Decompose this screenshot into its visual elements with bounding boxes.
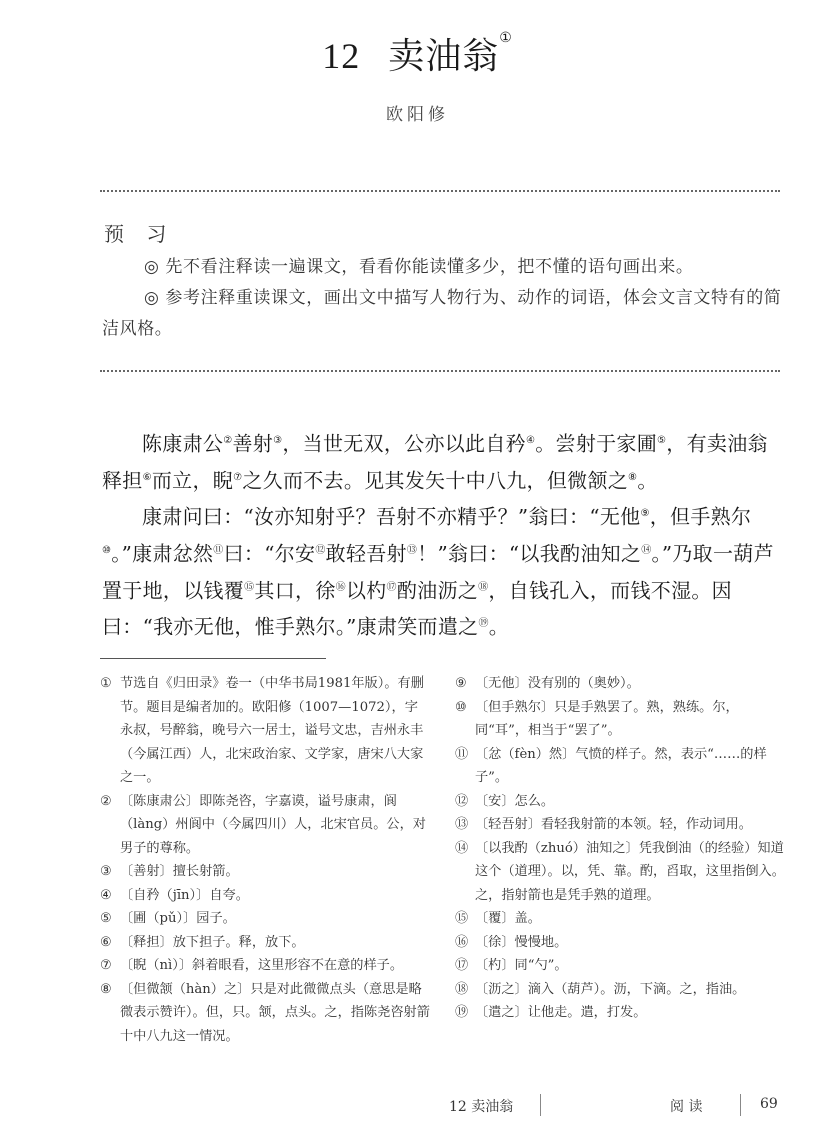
- footnote-number: ⑱: [455, 981, 469, 997]
- divider-bottom: [100, 370, 780, 372]
- footnote: [455, 907, 785, 931]
- footnote-number: ⑭: [455, 840, 469, 856]
- footnote-text: 〔安〕怎么。: [475, 793, 555, 809]
- footnote: [455, 696, 785, 743]
- footnote: [100, 790, 430, 861]
- footer-divider: [740, 1094, 741, 1116]
- passage-text: 陈康肃公: [142, 431, 224, 456]
- footer-section: 阅 读: [670, 1099, 703, 1115]
- passage-text: ，有卖油翁释担: [102, 431, 768, 493]
- passage-text: 。: [488, 614, 510, 639]
- footnote-text: 〔遣之〕让他走。遣，打发。: [475, 1005, 647, 1020]
- footnote: [100, 954, 430, 978]
- footnote-text: 〔杓〕同“勺”。: [475, 958, 568, 973]
- footnote-marker: ⑯: [335, 581, 346, 593]
- passage-text: 以杓: [345, 578, 387, 603]
- preview-heading: 预 习: [104, 222, 175, 246]
- passage-text: 康肃问曰：“汝亦知射乎？吾射不亦精乎？”翁曰：“无他: [142, 504, 641, 529]
- author: 欧阳修: [386, 105, 449, 125]
- footnote-marker: ⑪: [213, 544, 224, 556]
- footnote-text: 〔轻吾射〕看轻我射箭的本领。轻，作动词用。: [475, 817, 752, 832]
- footnote-marker: ⑱: [478, 581, 489, 593]
- footnote-marker: ③: [273, 435, 283, 446]
- footnote-text: 〔自矜（jīn）〕自夸。: [120, 887, 249, 903]
- passage-text: 而立，睨: [151, 468, 234, 493]
- lesson-title-text: 卖油翁: [388, 36, 500, 77]
- passage-text: 之久而不去。见其发矢十中八九，但微颔之: [242, 468, 629, 493]
- passage: [102, 424, 782, 644]
- footnote-number: ⑫: [455, 793, 469, 809]
- footnote-marker: ⑰: [386, 581, 397, 593]
- passage-text: 。”康肃忿然: [111, 541, 214, 566]
- footnote-number: ①: [100, 676, 112, 691]
- page-number: 69: [760, 1096, 778, 1112]
- footnote: [100, 931, 430, 955]
- footnote-number: ⑪: [455, 746, 469, 762]
- passage-text: 。尝射于家圃: [535, 431, 658, 456]
- passage-text: 曰：“尔安: [223, 541, 316, 566]
- footnote-number: ②: [100, 793, 112, 809]
- footnote-text: 节选自《归田录》卷一（中华书局1981年版）。有删节。题目是编者加的。欧阳修（1007—1072），字永叔，号醉翁，晚号六一居士，谥号文忠，吉州永丰（今属江西）人，北宋政治家、文学家，唐宋八大家之一。: [120, 676, 424, 785]
- passage-text: 其口，徐: [254, 578, 336, 603]
- footnote-marker: ⑩: [102, 544, 112, 556]
- footnote-rule: [100, 658, 326, 659]
- footnote-text: 〔睨（nì）〕斜着眼看，这里形容不在意的样子。: [120, 958, 404, 973]
- footnote: [455, 672, 785, 696]
- footnote-number: ⑬: [455, 817, 469, 832]
- footnote-marker: ④: [525, 435, 536, 446]
- footnote-marker: ⑨: [640, 508, 650, 520]
- footnote-marker: ⑤: [657, 435, 667, 446]
- footnote-text: 〔圃（pǔ）〕园子。: [120, 911, 236, 926]
- footnote-number: ④: [100, 887, 112, 903]
- footnotes-left: [100, 672, 430, 1048]
- footer-divider: [540, 1094, 541, 1116]
- footnote-marker: ⑫: [315, 544, 326, 556]
- preview-section: [102, 252, 782, 345]
- footnote-text: 〔但手熟尔〕只是手熟罢了。熟，熟练。尔，同“耳”，相当于“罢了”。: [475, 699, 739, 738]
- footnote-text: 〔善射〕擅长射箭。: [120, 864, 239, 879]
- footnote-marker: ⑮: [244, 581, 255, 593]
- footnote: [100, 907, 430, 931]
- footnote: [455, 837, 785, 908]
- footnote-text: 〔忿（fèn）然〕气愤的样子。然，表示“……的样子”。: [475, 746, 767, 785]
- footer-lesson: 12 卖油翁: [449, 1099, 514, 1115]
- passage-text: 酌油沥之: [396, 578, 479, 603]
- footnote-number: ⑨: [455, 676, 467, 691]
- footnote-marker: ⑦: [233, 471, 243, 483]
- footnote-marker: ⑧: [628, 471, 638, 483]
- footnote-marker: ⑬: [406, 544, 418, 556]
- footnote-number: ⑮: [455, 911, 469, 926]
- divider-top: [100, 190, 780, 192]
- footnote: [455, 1001, 785, 1025]
- passage-text: ！”翁曰：“以我酌油知之: [417, 541, 642, 566]
- footnote-number: ⑧: [100, 981, 112, 997]
- footnote-marker: ②: [223, 435, 233, 446]
- footnote: [455, 978, 785, 1002]
- footnote-text: 〔徐〕慢慢地。: [475, 934, 568, 950]
- footnotes-right: [455, 672, 785, 1025]
- footnote: [455, 931, 785, 955]
- footnote: [100, 860, 430, 884]
- footnote: [100, 978, 430, 1049]
- footnote-text: 〔沥之〕滴入（葫芦）。沥，下滴。之，指油。: [475, 981, 746, 997]
- passage-text: ，当世无双，公亦以此自矜: [282, 431, 526, 456]
- passage-paragraph: [102, 424, 782, 497]
- passage-text: ，但手熟尔: [649, 504, 752, 529]
- footnote-marker: ⑭: [641, 544, 652, 556]
- footnote-number: ③: [100, 864, 112, 879]
- passage-text: 。”乃取一葫芦置于地，以钱覆: [102, 541, 774, 603]
- footnote-number: ⑰: [455, 958, 469, 973]
- passage-text: 。: [637, 468, 658, 493]
- footnote-text: 〔无他〕没有别的（奥妙）。: [475, 676, 640, 691]
- footnote-number: ⑦: [100, 958, 112, 973]
- footnote: [455, 743, 785, 790]
- lesson-number: 12: [322, 36, 361, 76]
- footnote: [455, 813, 785, 837]
- passage-text: 敢轻吾射: [325, 541, 407, 566]
- passage-text: 善射: [232, 431, 274, 456]
- passage-text: ，自钱孔入，而钱不湿。因曰：“我亦无他，惟手熟尔。”康肃笑而遣之: [102, 578, 732, 639]
- footnote: [455, 790, 785, 814]
- footnote: [100, 884, 430, 908]
- title-footnote-marker: ①: [499, 30, 513, 46]
- footnote-text: 〔陈康肃公〕即陈尧咨，字嘉谟，谥号康肃，阆（làng）州阆中（今属四川）人，北宋官员。公，对男子的尊称。: [120, 793, 426, 856]
- footnote-number: ⑤: [100, 911, 112, 926]
- footnote-marker: ⑥: [142, 471, 152, 483]
- preview-item: ◎ 先不看注释读一遍课文，看看你能读懂多少，把不懂的语句画出来。: [144, 257, 694, 277]
- footnote: [100, 672, 430, 790]
- footnote-number: ⑲: [455, 1005, 469, 1020]
- footnote-number: ⑯: [455, 934, 469, 950]
- footnote-text: 〔释担〕放下担子。释，放下。: [120, 934, 305, 950]
- footnote: [455, 954, 785, 978]
- footnote-marker: ⑲: [478, 618, 489, 630]
- preview-item: ◎ 参考注释重读课文，画出文中描写人物行为、动作的词语，体会文言文特有的简洁风格。: [102, 288, 782, 339]
- footnote-number: ⑥: [100, 934, 112, 950]
- lesson-title: [0, 28, 835, 79]
- footnote-text: 〔但微颔（hàn）之〕只是对此微微点头（意思是略微表示赞许）。但，只。颔，点头。之，指陈尧咨射箭十中八九这一情况。: [120, 981, 430, 1044]
- footnote-text: 〔以我酌（zhuó）油知之〕凭我倒油（的经验）知道这个（道理）。以，凭、靠。酌，舀取，这里指倒入。之，指射箭也是凭手熟的道理。: [475, 840, 785, 903]
- footnote-number: ⑩: [455, 699, 467, 715]
- passage-paragraph: [102, 497, 782, 644]
- footnote-text: 〔覆〕盖。: [475, 911, 541, 926]
